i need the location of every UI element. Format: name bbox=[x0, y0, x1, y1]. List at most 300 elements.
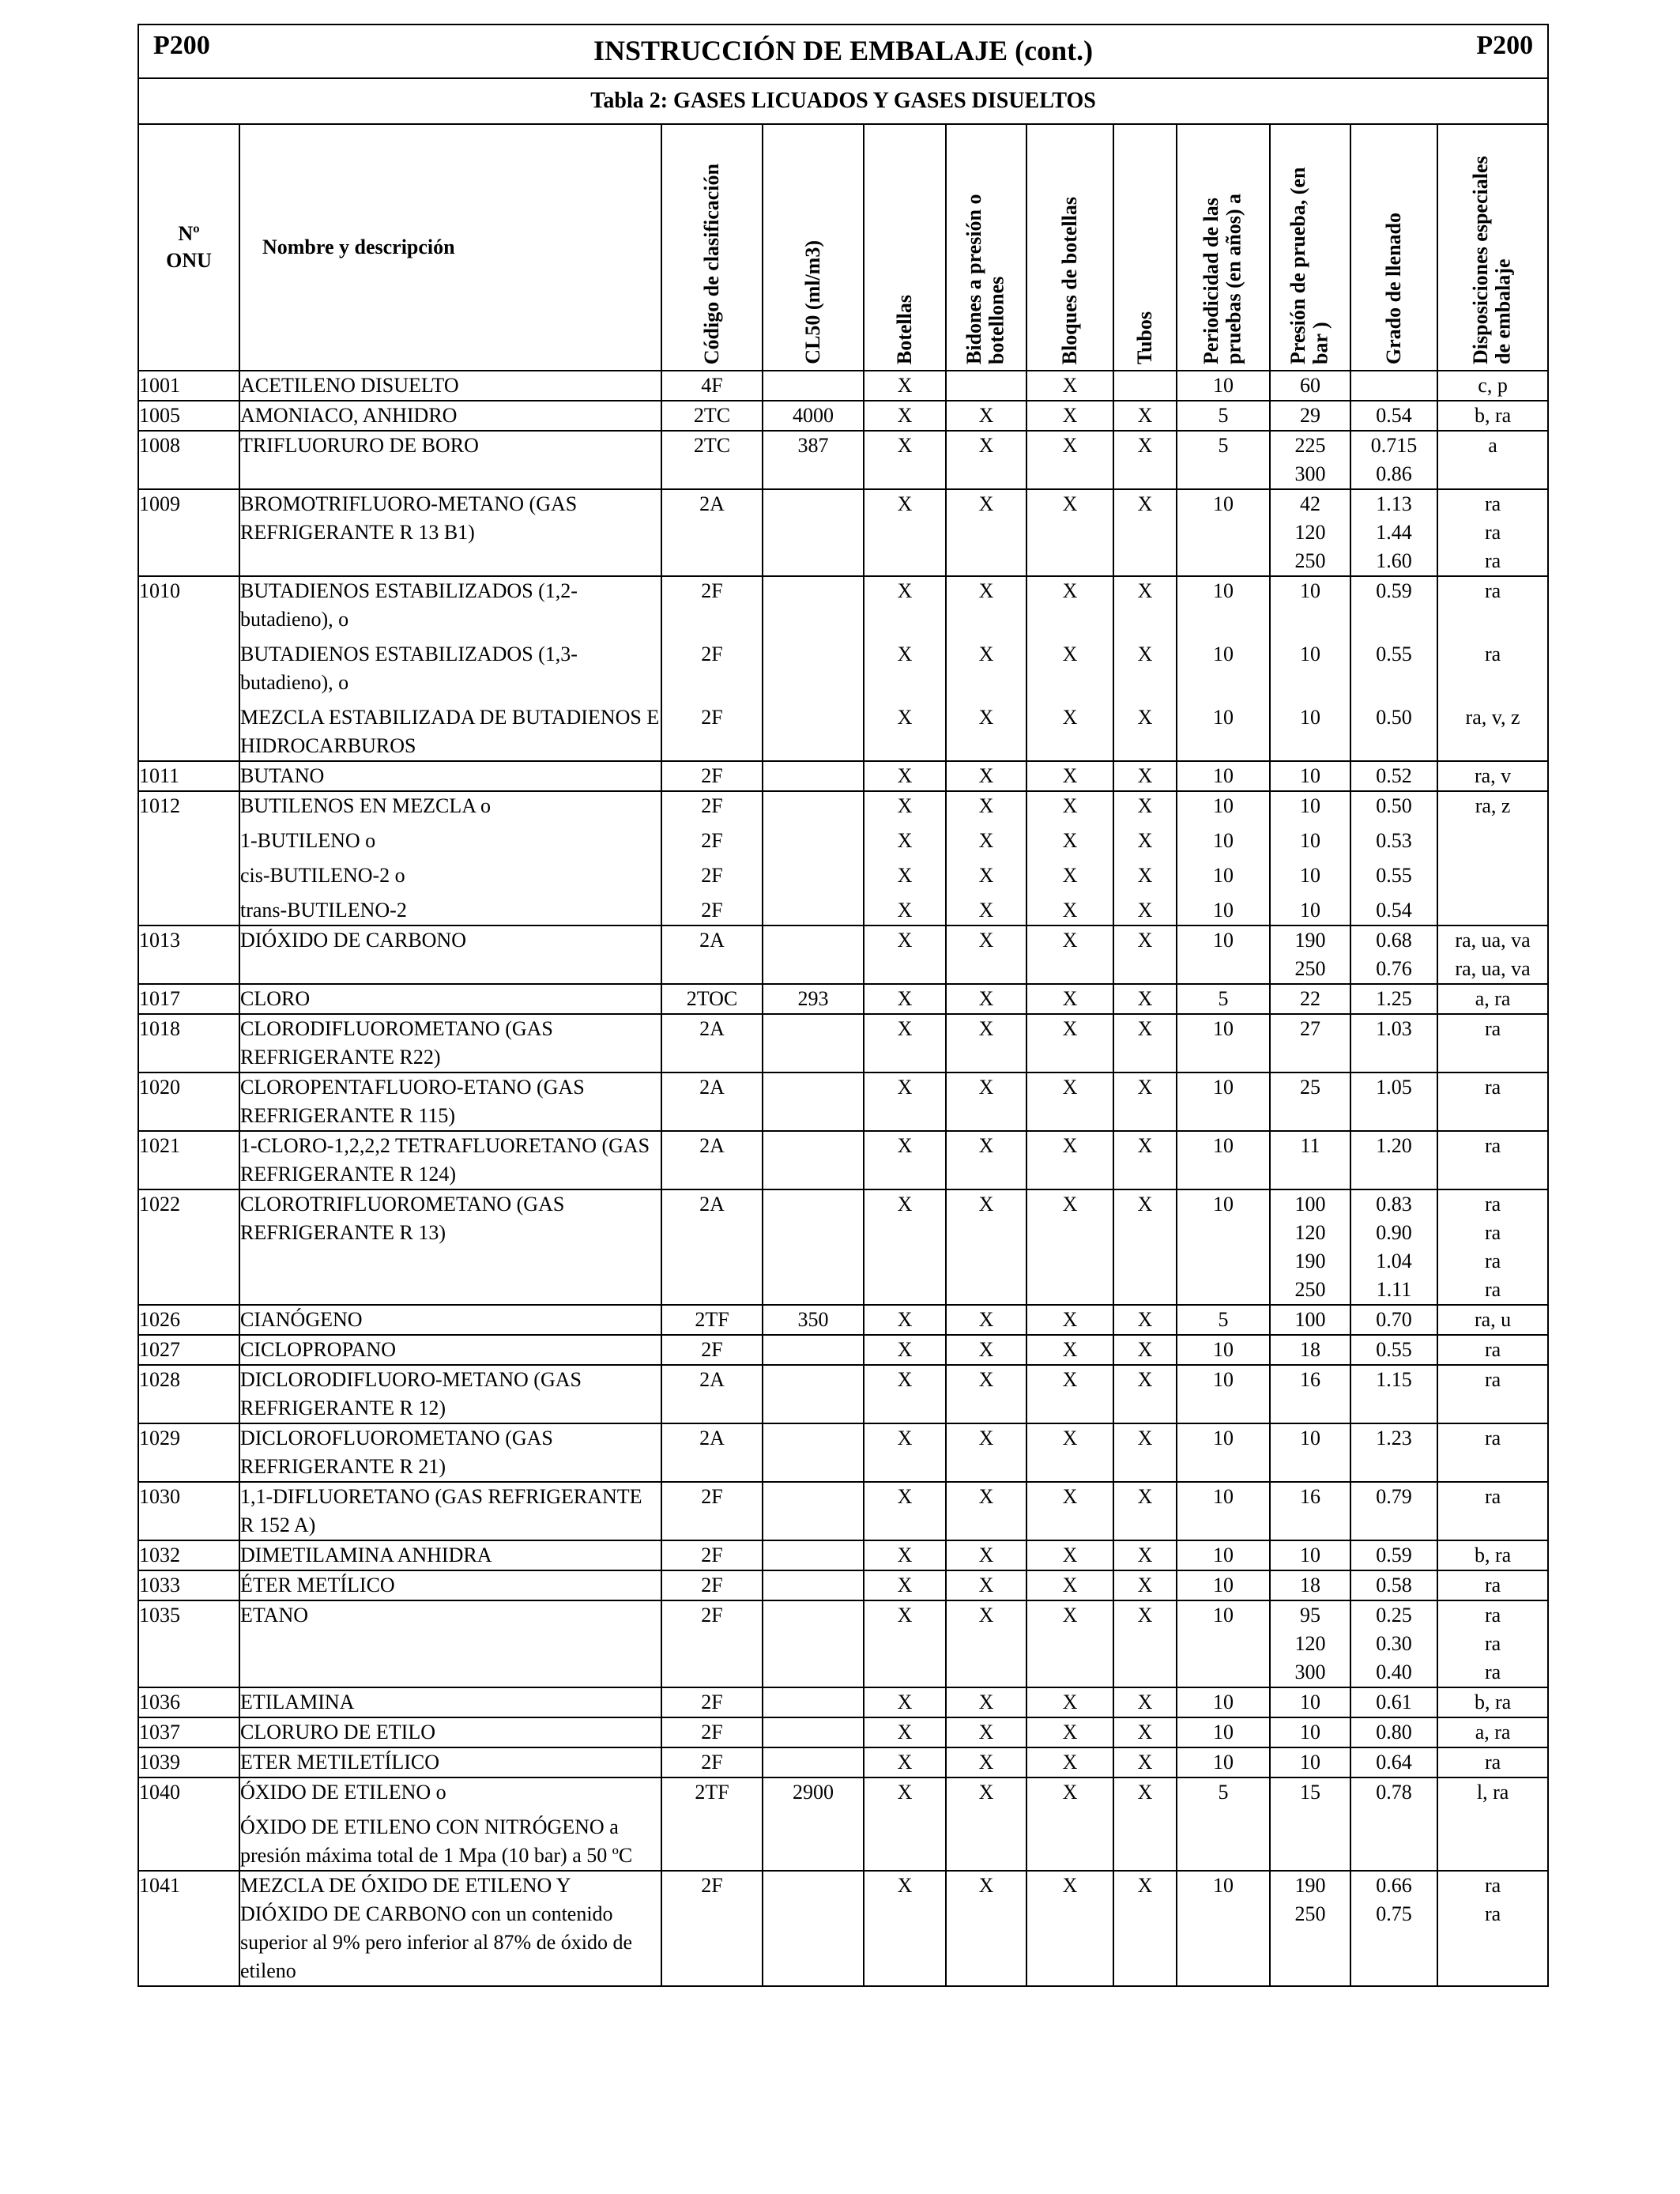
table-row bbox=[138, 1131, 1548, 1189]
table-row bbox=[138, 791, 1548, 925]
cell-disposiciones-value: ra, z bbox=[1475, 794, 1511, 817]
cell-periodicidad bbox=[1177, 1777, 1270, 1871]
cell-name-text: AMONIACO, ANHIDRO bbox=[240, 404, 458, 427]
table-row bbox=[138, 1365, 1548, 1423]
cell-name-text: CLORURO DE ETILO bbox=[240, 1721, 435, 1744]
cell-bidones bbox=[946, 1072, 1026, 1131]
cell-tubos bbox=[1113, 576, 1177, 761]
cell-presion bbox=[1270, 1717, 1350, 1747]
cell-grado-value: 0.61 bbox=[1376, 1691, 1412, 1713]
cell-tubos-value: X bbox=[1137, 899, 1153, 922]
header-disposiciones-label: Disposiciones especiales de embalaje bbox=[1469, 156, 1516, 364]
cell-tubos bbox=[1113, 1014, 1177, 1072]
cell-code-value: 2F bbox=[701, 1721, 723, 1744]
cell-code-value: 2A bbox=[699, 1193, 725, 1216]
cell-botellas-value: X bbox=[897, 1691, 913, 1713]
cell-disposiciones-value: ra, v, z bbox=[1465, 706, 1520, 729]
cell-onu: 1035 bbox=[138, 1600, 239, 1687]
cell-bidones-value: X bbox=[978, 864, 994, 887]
cell-onu: 1018 bbox=[138, 1014, 239, 1072]
cell-botellas bbox=[864, 1072, 946, 1131]
cell-periodicidad bbox=[1177, 1747, 1270, 1777]
header-grado-label: Grado de llenado bbox=[1381, 212, 1405, 364]
cell-cl50 bbox=[763, 576, 864, 761]
cell-name-text: 1-BUTILENO o bbox=[240, 829, 376, 852]
cell-name bbox=[239, 1335, 661, 1365]
cell-cl50 bbox=[763, 1189, 864, 1305]
cell-bloques bbox=[1026, 791, 1113, 925]
cell-code bbox=[661, 1189, 763, 1305]
cell-bloques bbox=[1026, 1570, 1113, 1600]
cell-botellas bbox=[864, 371, 946, 401]
cell-periodicidad-value: 10 bbox=[1213, 1017, 1234, 1040]
cell-grado-value: 1.25 bbox=[1376, 987, 1412, 1010]
cell-botellas-value: X bbox=[897, 374, 913, 397]
cell-code bbox=[661, 431, 763, 489]
cell-periodicidad-value: 10 bbox=[1213, 1338, 1234, 1361]
header-bidones-label: Bidones a presión o botellones bbox=[962, 194, 1008, 364]
cell-periodicidad bbox=[1177, 925, 1270, 984]
cell-cl50: 4000 bbox=[763, 401, 864, 431]
cell-grado-value: 0.78 bbox=[1376, 1781, 1412, 1804]
cell-bidones-value: X bbox=[978, 829, 994, 852]
cell-name bbox=[239, 1189, 661, 1305]
cell-periodicidad bbox=[1177, 1871, 1270, 1986]
cell-code-value: 2F bbox=[701, 1574, 723, 1596]
cell-cl50: 387 bbox=[763, 431, 864, 489]
cell-grado-value: 0.59 bbox=[1376, 1544, 1412, 1566]
cell-name bbox=[239, 791, 661, 925]
cell-periodicidad bbox=[1177, 1717, 1270, 1747]
cell-code bbox=[661, 1335, 763, 1365]
cell-disposiciones-value: ra, ua, va bbox=[1455, 957, 1531, 980]
header-grado bbox=[1350, 124, 1437, 371]
cell-grado bbox=[1350, 1570, 1437, 1600]
cell-bidones bbox=[946, 1747, 1026, 1777]
cell-botellas bbox=[864, 489, 946, 576]
cell-code bbox=[661, 371, 763, 401]
cell-grado-value: 0.90 bbox=[1376, 1221, 1412, 1244]
cell-botellas-value: X bbox=[897, 706, 913, 729]
cell-disposiciones-value bbox=[1438, 827, 1547, 855]
cell-presion-value: 10 bbox=[1300, 1721, 1320, 1744]
cell-onu: 1037 bbox=[138, 1717, 239, 1747]
cell-cl50: 350 bbox=[763, 1305, 864, 1335]
cell-botellas-value: X bbox=[897, 929, 913, 952]
cell-grado bbox=[1350, 431, 1437, 489]
table-row bbox=[138, 984, 1548, 1014]
cell-presion-value: 10 bbox=[1300, 1427, 1320, 1449]
header-code-label: Código de clasificación bbox=[699, 163, 723, 364]
cell-code-value: 2TF bbox=[695, 1308, 729, 1331]
cell-bidones-value: X bbox=[978, 1721, 994, 1744]
cell-tubos bbox=[1113, 1777, 1177, 1871]
cell-periodicidad-value: 10 bbox=[1213, 1691, 1234, 1713]
cell-presion bbox=[1270, 1014, 1350, 1072]
cell-grado bbox=[1350, 1747, 1437, 1777]
cell-tubos bbox=[1113, 761, 1177, 791]
cell-disposiciones-value: ra bbox=[1484, 492, 1501, 515]
cell-tubos bbox=[1113, 401, 1177, 431]
cell-name-text: MEZCLA ESTABILIZADA DE BUTADIENOS E HIDROCARBUROS bbox=[240, 706, 660, 757]
cell-bloques bbox=[1026, 1777, 1113, 1871]
cell-onu: 1009 bbox=[138, 489, 239, 576]
cell-onu: 1041 bbox=[138, 1871, 239, 1986]
cell-botellas bbox=[864, 791, 946, 925]
cell-tubos-value: X bbox=[1137, 1721, 1153, 1744]
cell-grado-value: 0.50 bbox=[1376, 706, 1412, 729]
cell-bloques-value: X bbox=[1062, 1721, 1078, 1744]
cell-disposiciones bbox=[1437, 1335, 1548, 1365]
cell-code bbox=[661, 984, 763, 1014]
cell-periodicidad bbox=[1177, 431, 1270, 489]
cell-onu: 1032 bbox=[138, 1540, 239, 1570]
cell-bidones-value: X bbox=[978, 1427, 994, 1449]
cell-grado bbox=[1350, 984, 1437, 1014]
cell-botellas-value: X bbox=[897, 1874, 913, 1897]
cell-onu: 1030 bbox=[138, 1482, 239, 1540]
cell-botellas-value: X bbox=[897, 1017, 913, 1040]
cell-code bbox=[661, 761, 763, 791]
header-periodicidad-label: Periodicidad de las pruebas (en años) a bbox=[1200, 194, 1245, 364]
cell-bloques bbox=[1026, 1871, 1113, 1986]
cell-onu: 1010 bbox=[138, 576, 239, 761]
cell-periodicidad bbox=[1177, 1600, 1270, 1687]
cell-bloques-value: X bbox=[1062, 1485, 1078, 1508]
cell-presion-value: 42 bbox=[1300, 492, 1320, 515]
cell-code-value: 2F bbox=[701, 1544, 723, 1566]
cell-periodicidad bbox=[1177, 1131, 1270, 1189]
cell-disposiciones bbox=[1437, 1423, 1548, 1482]
cell-code bbox=[661, 925, 763, 984]
cell-cl50 bbox=[763, 1871, 864, 1986]
cell-periodicidad-value: 10 bbox=[1213, 1544, 1234, 1566]
cell-onu: 1026 bbox=[138, 1305, 239, 1335]
cell-periodicidad-value: 10 bbox=[1213, 1134, 1234, 1157]
cell-onu: 1033 bbox=[138, 1570, 239, 1600]
cell-grado-value: 0.66 bbox=[1376, 1874, 1412, 1897]
cell-disposiciones bbox=[1437, 1365, 1548, 1423]
cell-code-value: 2TC bbox=[693, 434, 731, 457]
cell-presion-value: 18 bbox=[1300, 1338, 1320, 1361]
cell-onu: 1013 bbox=[138, 925, 239, 984]
table-body bbox=[138, 371, 1548, 1986]
cell-bidones-value: X bbox=[978, 1874, 994, 1897]
cell-disposiciones bbox=[1437, 1131, 1548, 1189]
cell-presion-value: 29 bbox=[1300, 404, 1320, 427]
cell-name bbox=[239, 1687, 661, 1717]
page-title: INSTRUCCIÓN DE EMBALAJE (cont.) bbox=[593, 35, 1094, 66]
cell-botellas-value: X bbox=[897, 794, 913, 817]
cell-grado bbox=[1350, 1365, 1437, 1423]
cell-cl50 bbox=[763, 791, 864, 925]
cell-bloques bbox=[1026, 1305, 1113, 1335]
cell-grado-value: 0.70 bbox=[1376, 1308, 1412, 1331]
cell-name-text: BUTADIENOS ESTABILIZADOS (1,2-butadieno), o bbox=[240, 579, 578, 631]
cell-cl50 bbox=[763, 1423, 864, 1482]
cell-botellas bbox=[864, 1747, 946, 1777]
cell-periodicidad bbox=[1177, 984, 1270, 1014]
cell-periodicidad-value: 10 bbox=[1213, 706, 1234, 729]
cell-bloques bbox=[1026, 576, 1113, 761]
cell-name-text: ETILAMINA bbox=[240, 1691, 355, 1713]
cell-botellas-value: X bbox=[897, 1338, 913, 1361]
cell-grado bbox=[1350, 489, 1437, 576]
cell-grado-value: 0.25 bbox=[1376, 1604, 1412, 1627]
cell-code-value: 2F bbox=[701, 864, 723, 887]
column-header-row bbox=[138, 124, 1548, 371]
cell-bloques bbox=[1026, 984, 1113, 1014]
cell-tubos bbox=[1113, 1717, 1177, 1747]
cell-bloques-value: X bbox=[1062, 706, 1078, 729]
cell-periodicidad bbox=[1177, 1540, 1270, 1570]
cell-bloques bbox=[1026, 371, 1113, 401]
cell-botellas-value: X bbox=[897, 1193, 913, 1216]
table-row bbox=[138, 1423, 1548, 1482]
cell-name bbox=[239, 1747, 661, 1777]
cell-disposiciones bbox=[1437, 1687, 1548, 1717]
cell-presion-value: 120 bbox=[1294, 521, 1326, 544]
cell-code bbox=[661, 1423, 763, 1482]
cell-botellas-value: X bbox=[897, 1308, 913, 1331]
cell-tubos-value: X bbox=[1137, 1485, 1153, 1508]
cell-bloques-value: X bbox=[1062, 864, 1078, 887]
cell-presion-value: 300 bbox=[1294, 1661, 1326, 1683]
cell-bidones bbox=[946, 401, 1026, 431]
cell-periodicidad bbox=[1177, 1305, 1270, 1335]
cell-periodicidad-value: 10 bbox=[1213, 1604, 1234, 1627]
cell-bidones bbox=[946, 489, 1026, 576]
cell-botellas bbox=[864, 1189, 946, 1305]
cell-grado-value: 0.52 bbox=[1376, 764, 1412, 787]
cell-presion-value: 250 bbox=[1294, 1278, 1326, 1301]
table-row bbox=[138, 1687, 1548, 1717]
cell-botellas-value: X bbox=[897, 864, 913, 887]
cell-bloques-value: X bbox=[1062, 987, 1078, 1010]
cell-tubos-value: X bbox=[1137, 1427, 1153, 1449]
cell-name-text: DICLOROFLUOROMETANO (GAS REFRIGERANTE R 21) bbox=[240, 1427, 553, 1478]
cell-tubos bbox=[1113, 1482, 1177, 1540]
table-row bbox=[138, 576, 1548, 761]
cell-periodicidad bbox=[1177, 1365, 1270, 1423]
cell-grado-value: 0.68 bbox=[1376, 929, 1412, 952]
cell-bidones bbox=[946, 1189, 1026, 1305]
cell-tubos bbox=[1113, 1871, 1177, 1986]
cell-bidones bbox=[946, 1365, 1026, 1423]
table-row bbox=[138, 1717, 1548, 1747]
header-name: Nombre y descripción bbox=[239, 124, 661, 371]
cell-code-value: 2F bbox=[701, 1691, 723, 1713]
cell-periodicidad-value: 5 bbox=[1218, 1308, 1229, 1331]
cell-presion-value: 100 bbox=[1294, 1308, 1326, 1331]
cell-name-text: ACETILENO DISUELTO bbox=[240, 374, 459, 397]
cell-bloques bbox=[1026, 1189, 1113, 1305]
cell-cl50 bbox=[763, 1747, 864, 1777]
cell-presion-value: 10 bbox=[1300, 764, 1320, 787]
cell-bidones-value: X bbox=[978, 434, 994, 457]
cell-grado-value: 0.76 bbox=[1376, 957, 1412, 980]
table-row bbox=[138, 1747, 1548, 1777]
cell-presion bbox=[1270, 1305, 1350, 1335]
cell-botellas bbox=[864, 1423, 946, 1482]
cell-tubos-value: X bbox=[1137, 434, 1153, 457]
cell-botellas-value: X bbox=[897, 643, 913, 665]
cell-onu: 1028 bbox=[138, 1365, 239, 1423]
cell-disposiciones-value: ra, u bbox=[1474, 1308, 1512, 1331]
cell-bidones-value: X bbox=[978, 1368, 994, 1391]
cell-periodicidad-value: 5 bbox=[1218, 404, 1229, 427]
cell-disposiciones-value: ra bbox=[1484, 1485, 1501, 1508]
cell-code bbox=[661, 1131, 763, 1189]
cell-botellas-value: X bbox=[897, 1134, 913, 1157]
cell-tubos-value: X bbox=[1137, 864, 1153, 887]
cell-name-text: ÓXIDO DE ETILENO CON NITRÓGENO a presión máxima total de 1 Mpa (10 bar) a 50 ºC bbox=[240, 1815, 633, 1867]
cell-presion-value: 16 bbox=[1300, 1485, 1320, 1508]
cell-grado-value: 0.30 bbox=[1376, 1632, 1412, 1655]
cell-bidones bbox=[946, 1482, 1026, 1540]
cell-disposiciones-value: ra bbox=[1484, 1278, 1501, 1301]
cell-bloques bbox=[1026, 1423, 1113, 1482]
cell-bidones-value: X bbox=[978, 706, 994, 729]
cell-bloques-value: X bbox=[1062, 1368, 1078, 1391]
cell-botellas bbox=[864, 1335, 946, 1365]
cell-periodicidad-value: 10 bbox=[1213, 899, 1234, 922]
cell-botellas bbox=[864, 576, 946, 761]
cell-periodicidad-value: 10 bbox=[1213, 1874, 1234, 1897]
cell-bidones bbox=[946, 1871, 1026, 1986]
cell-code-value: 2A bbox=[699, 1017, 725, 1040]
table-row bbox=[138, 925, 1548, 984]
header-bloques bbox=[1026, 124, 1113, 371]
cell-presion bbox=[1270, 489, 1350, 576]
cell-tubos-value: X bbox=[1137, 1368, 1153, 1391]
cell-code-value: 2A bbox=[699, 492, 725, 515]
cell-grado-value: 0.80 bbox=[1376, 1721, 1412, 1744]
cell-cl50 bbox=[763, 1072, 864, 1131]
cell-periodicidad-value: 10 bbox=[1213, 579, 1234, 602]
cell-onu: 1021 bbox=[138, 1131, 239, 1189]
cell-bloques-value: X bbox=[1062, 929, 1078, 952]
cell-grado bbox=[1350, 1777, 1437, 1871]
cell-disposiciones bbox=[1437, 1600, 1548, 1687]
header-tubos bbox=[1113, 124, 1177, 371]
cell-disposiciones-value: ra bbox=[1484, 1902, 1501, 1925]
cell-presion-value: 250 bbox=[1294, 957, 1326, 980]
cell-disposiciones bbox=[1437, 1305, 1548, 1335]
cell-cl50 bbox=[763, 1482, 864, 1540]
cell-onu: 1029 bbox=[138, 1423, 239, 1482]
cell-name-text: trans-BUTILENO-2 bbox=[240, 899, 407, 922]
cell-periodicidad-value: 5 bbox=[1218, 434, 1229, 457]
cell-name bbox=[239, 925, 661, 984]
cell-botellas-value: X bbox=[897, 1544, 913, 1566]
cell-code-value: 2F bbox=[701, 706, 723, 729]
cell-presion-value: 10 bbox=[1300, 829, 1320, 852]
cell-disposiciones-value: ra bbox=[1484, 1874, 1501, 1897]
cell-tubos bbox=[1113, 925, 1177, 984]
cell-periodicidad-value: 10 bbox=[1213, 374, 1234, 397]
cell-code-value: 2F bbox=[701, 794, 723, 817]
cell-grado bbox=[1350, 761, 1437, 791]
cell-periodicidad bbox=[1177, 1570, 1270, 1600]
cell-disposiciones bbox=[1437, 576, 1548, 761]
cell-grado-value: 0.75 bbox=[1376, 1902, 1412, 1925]
cell-botellas-value: X bbox=[897, 1485, 913, 1508]
cell-name-text: CLORO bbox=[240, 987, 311, 1010]
cell-bidones bbox=[946, 1335, 1026, 1365]
cell-code-value: 2F bbox=[701, 1874, 723, 1897]
cell-tubos bbox=[1113, 791, 1177, 925]
cell-presion bbox=[1270, 984, 1350, 1014]
header-presion-label: Presión de prueba, (en bar ) bbox=[1286, 167, 1332, 364]
cell-disposiciones bbox=[1437, 1189, 1548, 1305]
cell-disposiciones-value: ra bbox=[1484, 1221, 1501, 1244]
cell-periodicidad bbox=[1177, 1335, 1270, 1365]
cell-name-text: BUTILENOS EN MEZCLA o bbox=[240, 794, 492, 817]
cell-botellas bbox=[864, 1305, 946, 1335]
cell-presion bbox=[1270, 1747, 1350, 1777]
header-tubos-label: Tubos bbox=[1132, 311, 1156, 364]
cell-disposiciones-value: b, ra bbox=[1474, 404, 1512, 427]
cell-bidones-value: X bbox=[978, 1691, 994, 1713]
cell-presion-value: 120 bbox=[1294, 1221, 1326, 1244]
cell-code bbox=[661, 1482, 763, 1540]
cell-grado-value: 0.54 bbox=[1376, 899, 1412, 922]
cell-code-value: 4F bbox=[701, 374, 723, 397]
cell-botellas bbox=[864, 431, 946, 489]
cell-periodicidad-value: 10 bbox=[1213, 1076, 1234, 1099]
cell-disposiciones bbox=[1437, 1747, 1548, 1777]
cell-bloques-value: X bbox=[1062, 899, 1078, 922]
cell-bloques-value: X bbox=[1062, 1751, 1078, 1774]
cell-bidones bbox=[946, 431, 1026, 489]
cell-name bbox=[239, 1871, 661, 1986]
cell-grado-value: 1.20 bbox=[1376, 1134, 1412, 1157]
cell-presion-value: 10 bbox=[1300, 643, 1320, 665]
header-presion bbox=[1270, 124, 1350, 371]
cell-tubos-value bbox=[1114, 371, 1176, 400]
cell-bloques bbox=[1026, 1335, 1113, 1365]
cell-disposiciones bbox=[1437, 1540, 1548, 1570]
cell-cl50 bbox=[763, 489, 864, 576]
cell-grado-value: 1.44 bbox=[1376, 521, 1412, 544]
cell-disposiciones-value: ra bbox=[1484, 1427, 1501, 1449]
table-row bbox=[138, 401, 1548, 431]
cell-disposiciones-value: c, p bbox=[1478, 374, 1508, 397]
header-cl50-label: CL50 (ml/m3) bbox=[800, 240, 824, 364]
header-disposiciones bbox=[1437, 124, 1548, 371]
cell-grado bbox=[1350, 371, 1437, 401]
cell-grado bbox=[1350, 1131, 1437, 1189]
cell-botellas-value: X bbox=[897, 764, 913, 787]
cell-code bbox=[661, 1717, 763, 1747]
cell-bidones-value: X bbox=[978, 492, 994, 515]
cell-onu: 1017 bbox=[138, 984, 239, 1014]
cell-grado bbox=[1350, 1014, 1437, 1072]
cell-name-text: DIMETILAMINA ANHIDRA bbox=[240, 1544, 492, 1566]
header-cl50 bbox=[763, 124, 864, 371]
cell-botellas bbox=[864, 1600, 946, 1687]
cell-disposiciones-value: ra bbox=[1484, 1017, 1501, 1040]
cell-presion-value: 95 bbox=[1300, 1604, 1320, 1627]
cell-botellas-value: X bbox=[897, 1781, 913, 1804]
cell-botellas bbox=[864, 761, 946, 791]
cell-grado bbox=[1350, 1305, 1437, 1335]
cell-bloques-value: X bbox=[1062, 579, 1078, 602]
cell-presion-value: 120 bbox=[1294, 1632, 1326, 1655]
cell-tubos-value: X bbox=[1137, 1193, 1153, 1216]
cell-grado-value: 1.23 bbox=[1376, 1427, 1412, 1449]
